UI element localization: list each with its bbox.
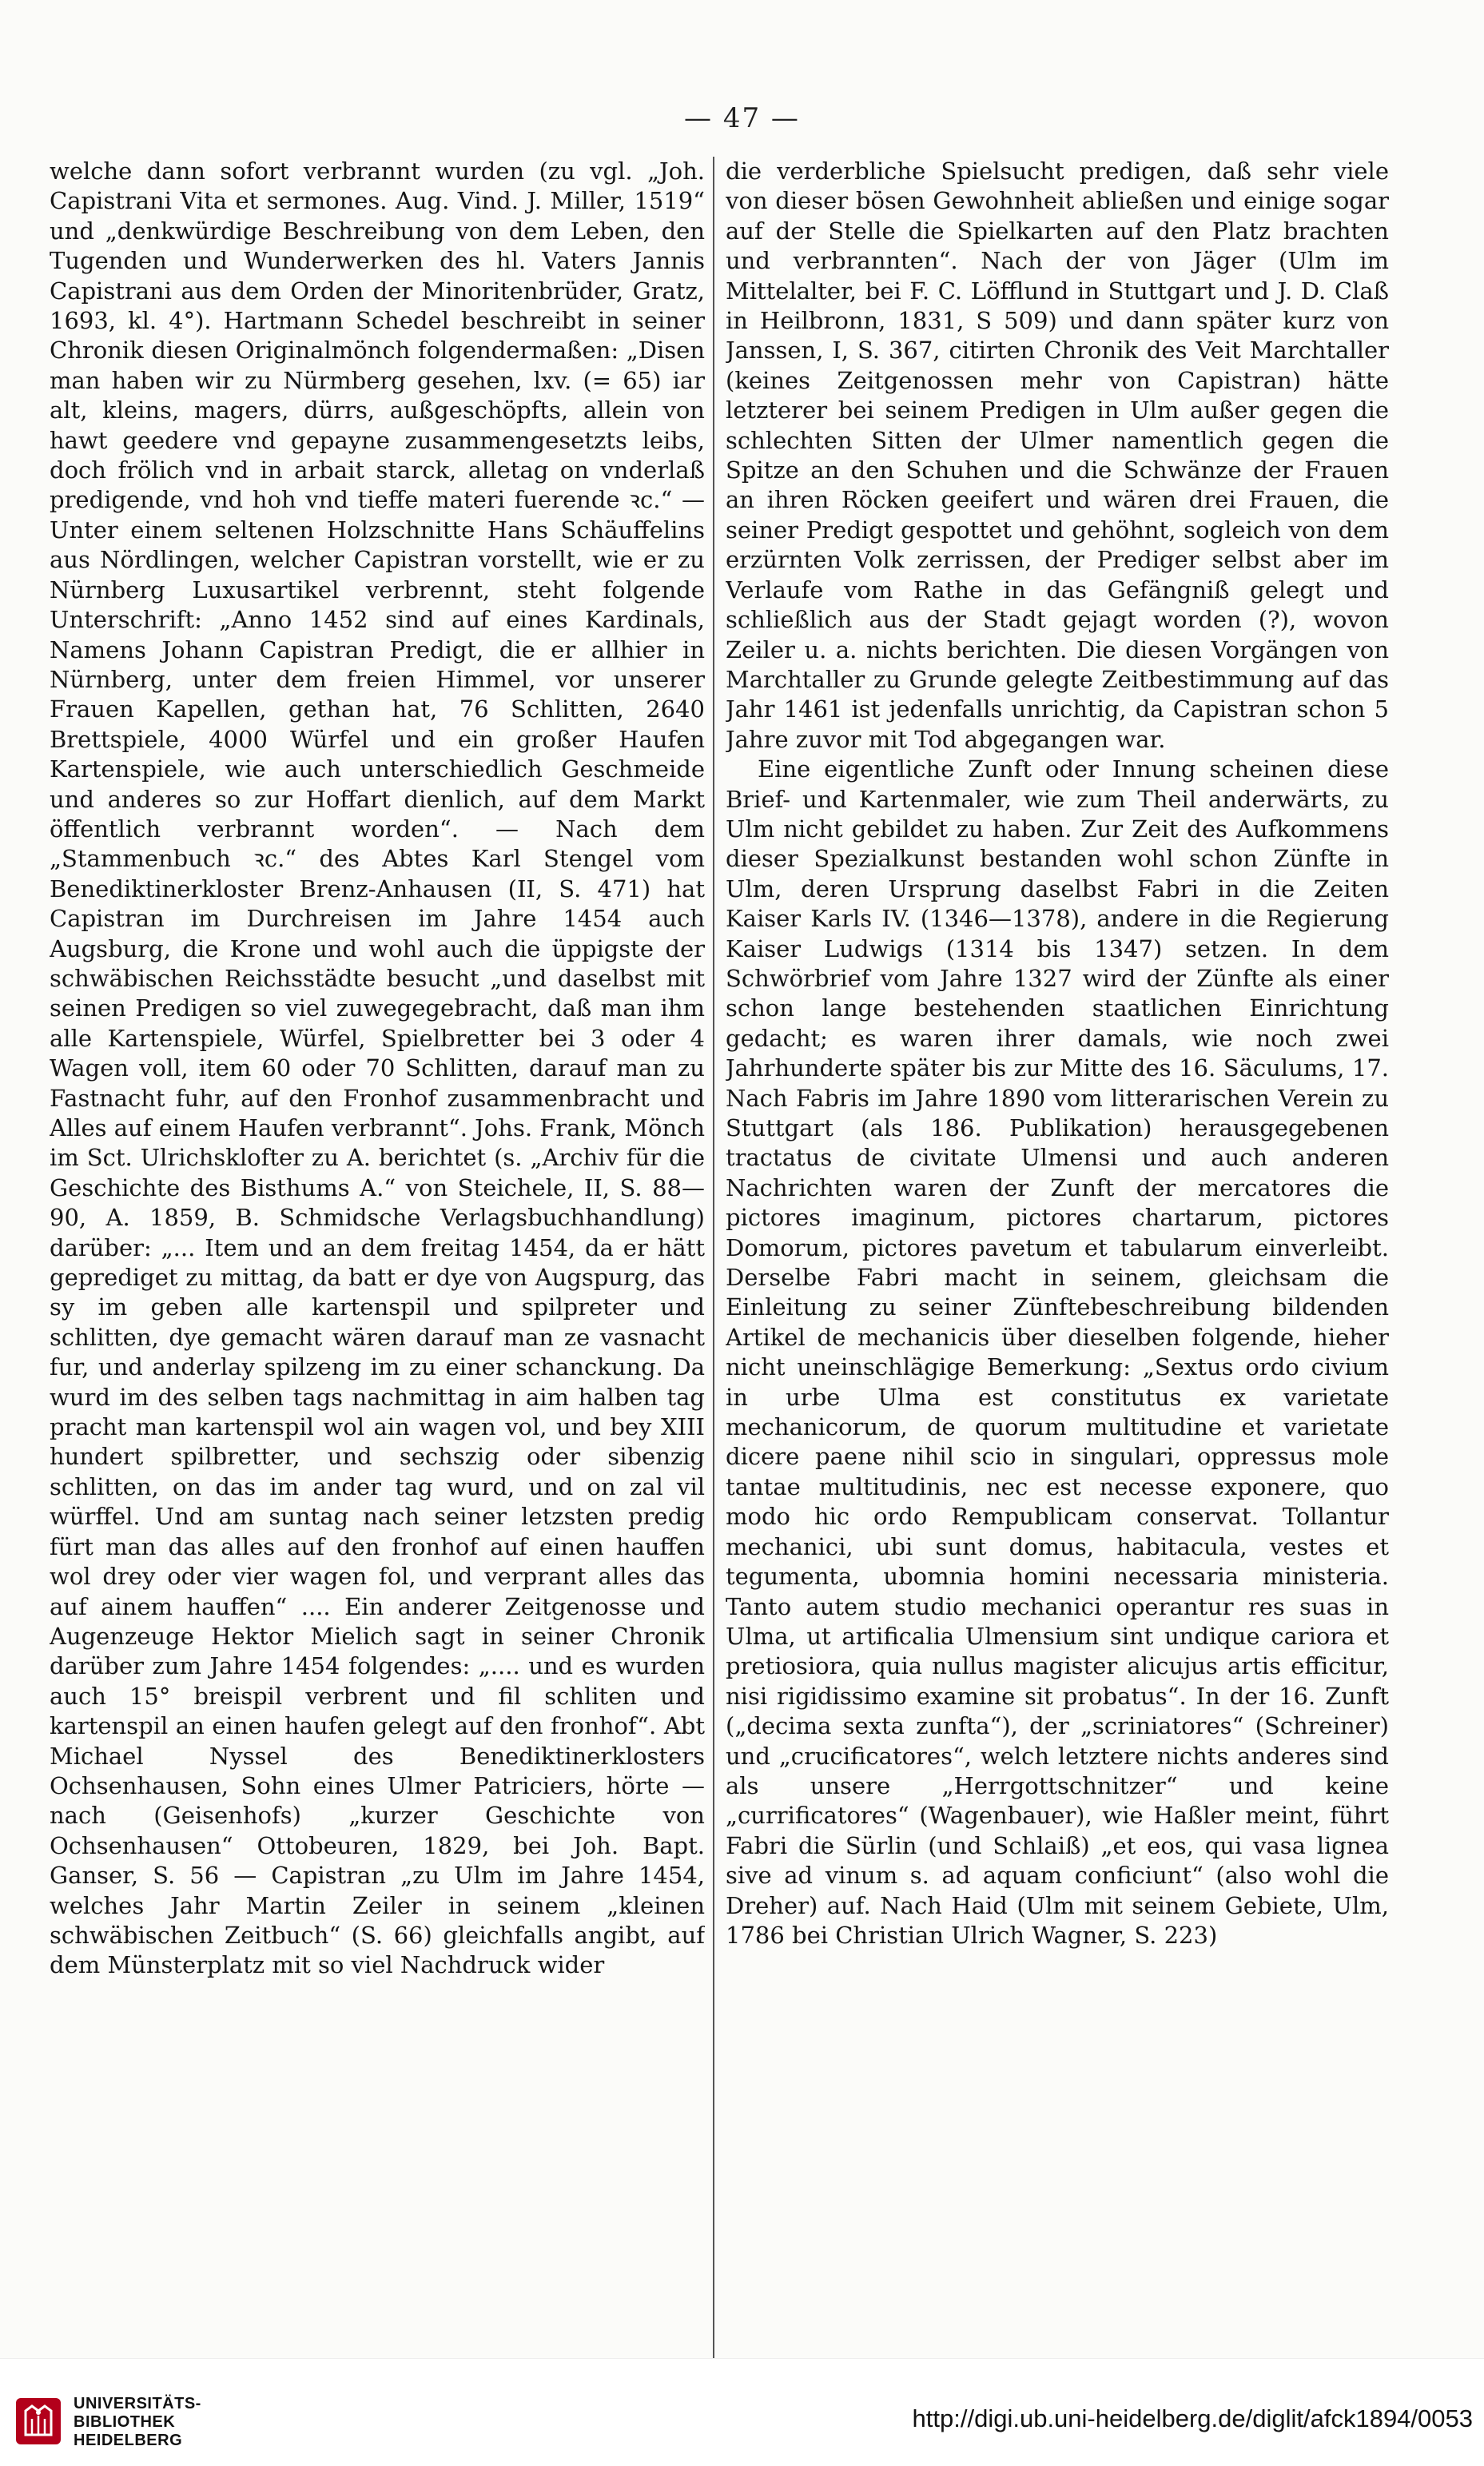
permalink-url[interactable]: http://digi.ub.uni-heidelberg.de/diglit/afck1894/0053 [912, 2404, 1473, 2432]
page-number: — 47 — [684, 102, 800, 134]
logo-line: UNIVERSITÄTS- [74, 2395, 201, 2412]
paragraph: welche dann sofort verbrannt wurden (zu vgl. „Joh. Capistrani Vita et sermones. Aug. Vind. J. Miller, 1519“ und „denkwürdige Beschreibung von dem Leben, den Tugenden und Wunderwerken des hl. Vaters Jannis Capistrani aus dem Orden der Minoritenbrüder, Gratz, 1693, kl. 4°). Hartmann Schedel beschreibt in seiner Chronik diesen Originalmönch folgendermaßen: „Disen man haben wir zu Nürmberg gesehen, lxv. (= 65) iar alt, kleins, magers, dürrs, außgeschöpfts, allein von hawt geedere vnd gepayne zusammengesetzts leibs, doch frölich vnd in arbait starck, alletag on vnderlaß predigende, vnd hoh vnd tieffe materi fuerende ꝛc.“ — Unter einem seltenen Holzschnitte Hans Schäuffelins aus Nördlingen, welcher Capistran vorstellt, wie er zu Nürnberg Luxusartikel verbrennt, steht folgende Unterschrift: „Anno 1452 sind auf eines Kardinals, Namens Johann Capistran Predigt, die er allhier in Nürnberg, unter dem freien Himmel, vor unserer Frauen Kapellen, gethan hat, 76 Schlitten, 2640 Brettspiele, 4000 Würfel und ein großer Haufen Kartenspiele, wie auch unterschiedlich Geschmeide und anderes so zur Hoffart dienlich, auf dem Markt öffentlich verbrannt worden“. — Nach dem „Stammenbuch ꝛc.“ des Abtes Karl Stengel vom Benediktinerkloster Brenz-Anhausen (II, S. 471) hat Capistran im Durchreisen im Jahre 1454 auch Augsburg, die Krone und wohl auch die üppigste der schwäbischen Reichsstädte besucht „und daselbst mit seinen Predigen so viel zuwegegebracht, daß man ihm alle Kartenspiele, Würfel, Spielbretter bei 3 oder 4 Wagen voll, item 60 oder 70 Schlitten, darauf man zu Fastnacht fuhr, auf den Fronhof zusammenbracht und Alles auf einem Haufen verbrannt“. Johs. Frank, Mönch im Sct. Ulrichsklofter zu A. berichtet (s. „Archiv für die Geschichte des Bisthums A.“ von Steichele, II, S. 88—90, A. 1859, B. Schmidsche Verlagsbuchhandlung) darüber: „... Item und an dem freitag 1454, da er hätt geprediget zu mittag, da batt er dye von Augspurg, das sy im geben alle kartenspil und spilpreter und schlitten, dye gemacht wären darauf man ze vasnacht fur, und anderlay spilzeng im zu einer schanckung. Da wurd im des selben tags nachmittag in aim halben tag pracht man kartenspil wol ain wagen vol, und bey XIII hundert spilbretter, und sechszig oder sibenzig schlitten, on das im ander tag wurd, und on zal vil würffel. Und am suntag nach seiner letzsten predig fürt man das alles auf den fronhof auf einen hauffen wol drey oder vier wagen fol, und verprant alles das auf ainem hauffen“ .... Ein anderer Zeitgenosse und Augenzeuge Hektor Mielich sagt in seiner Chronik darüber zum Jahre 1454 folgendes: „.... und es wurden auch 15° breispil verbrent und fil schliten und kartenspil an einen haufen gelegt auf den fronhof“. Abt Michael Nyssel des Benediktinerklosters Ochsenhausen, Sohn eines Ulmer Patriciers, hörte — nach (Geisenhofs) „kurzer Geschichte von Ochsenhausen“ Ottobeuren, 1829, bei Joh. Bapt. Ganser, S. 56 — Capistran „zu Ulm im Jahre 1454, welches Jahr Martin Zeiler in seinem „kleinen schwäbischen Zeitbuch“ (S. 66) gleichfalls angibt, auf dem Münsterplatz mit so viel Nachdruck wider [50, 157, 705, 1979]
paragraph: Eine eigentliche Zunft oder Innung scheinen diese Brief- und Kartenmaler, wie zum Theil anderwärts, zu Ulm nicht gebildet zu haben. Zur Zeit des Aufkommens dieser Spezialkunst bestanden wohl schon Zünfte in Ulm, deren Ursprung daselbst Fabri in die Zeiten Kaiser Karls IV. (1346—1378), andere in die Regierung Kaiser Ludwigs (1314 bis 1347) setzen. In dem Schwörbrief vom Jahre 1327 wird der Zünfte als einer schon lange bestehenden staatlichen Einrichtung gedacht; es waren ihrer damals, wie noch zwei Jahrhunderte später bis zur Mitte des 16. Säculums, 17. Nach Fabris im Jahre 1890 vom litterarischen Verein zu Stuttgart (als 186. Publikation) herausgegebenen tractatus de civitate Ulmensi und auch anderen Nachrichten waren der Zunft der mercatores die pictores imaginum, pictores chartarum, pictores Domorum, pictores pavetum et tabularum einverleibt. Derselbe Fabri macht in seinem, gleichsam die Einleitung zu seiner Zünftebeschreibung bildenden Artikel de mechanicis über dieselben folgende, hieher nicht uneinschlägige Bemerkung: „Sextus ordo civium in urbe Ulma est constitutus ex varietate mechanicorum, de quorum multitudine et varietate dicere paene nihil scio in singulari, oppressus mole tantae multitudinis, nec est necesse exponere, quo modo hic ordo Rempublicam conservat. Tollantur mechanici, ubi sunt domus, habitacula, vestes et tegumenta, ubomnia homini necessaria ministeria. Tanto autem studio mechanici operantur res suas in Ulma, ut artificalia Ulmensium sint undique cariora et pretiosiora, quia nullus magister alicujus artis efficitur, nisi rigidissimo examine sit probatus“. In der 16. Zunft („decima sexta zunfta“), der „scriniatores“ (Schreiner) und „crucificatores“, welch letztere nichts anderes sind als unsere „Herrgottschnitzer“ und keine „currificatores“ (Wagenbauer), wie Haßler meint, führt Fabri die Sürlin (und Schlaiß) „et eos, qui vasa lignea sive ad vinum s. ad aquam conficiunt“ (also wohl die Dreher) auf. Nach Haid (Ulm mit seinem Gebiete, Ulm, 1786 bei Christian Ulrich Wagner, S. 223) [726, 755, 1389, 1949]
university-seal-icon [14, 2396, 62, 2446]
logo-line: BIBLIOTHEK [74, 2413, 176, 2431]
paragraph: die verderbliche Spielsucht predigen, daß sehr viele von dieser bösen Gewohnheit abließen und einige sogar auf der Stelle die Spielkarten auf den Platz brachten und verbrannten“. Nach der von Jäger (Ulm im Mittelalter, bei F. C. Löfflund in Stuttgart und J. D. Claß in Heilbronn, 1831, S 509) und dann später kurz von Janssen, I, S. 367, citirten Chronik des Veit Marchtaller (keines Zeitgenossen mehr von Capistran) hätte letzterer bei seinem Predigen in Ulm außer gegen die schlechten Sitten der Ulmer namentlich gegen die Spitze an den Schuhen und die Schwänze der Frauen an ihren Röcken geeifert und wären drei Frauen, die seiner Predigt gespottet und gehöhnt, sogleich von dem erzürnten Volk zerrissen, der Prediger selbst aber im Verlaufe vom Rathe in das Gefängniß gelegt und schließlich aus der Stadt gejagt worden (?), wovon Zeiler u. a. nichts berichten. Die diesen Vorgängen von Marchtaller zu Grunde gelegte Zeitbestimmung auf das Jahr 1461 ist jedenfalls unrichtig, da Capistran schon 5 Jahre zuvor mit Tod abgegangen war. [726, 157, 1389, 753]
library-logo-text [74, 2395, 201, 2450]
left-text-column [50, 157, 705, 2355]
right-text-column [726, 157, 1389, 2355]
column-divider [713, 157, 714, 2363]
logo-line: HEIDELBERG [74, 2432, 183, 2449]
